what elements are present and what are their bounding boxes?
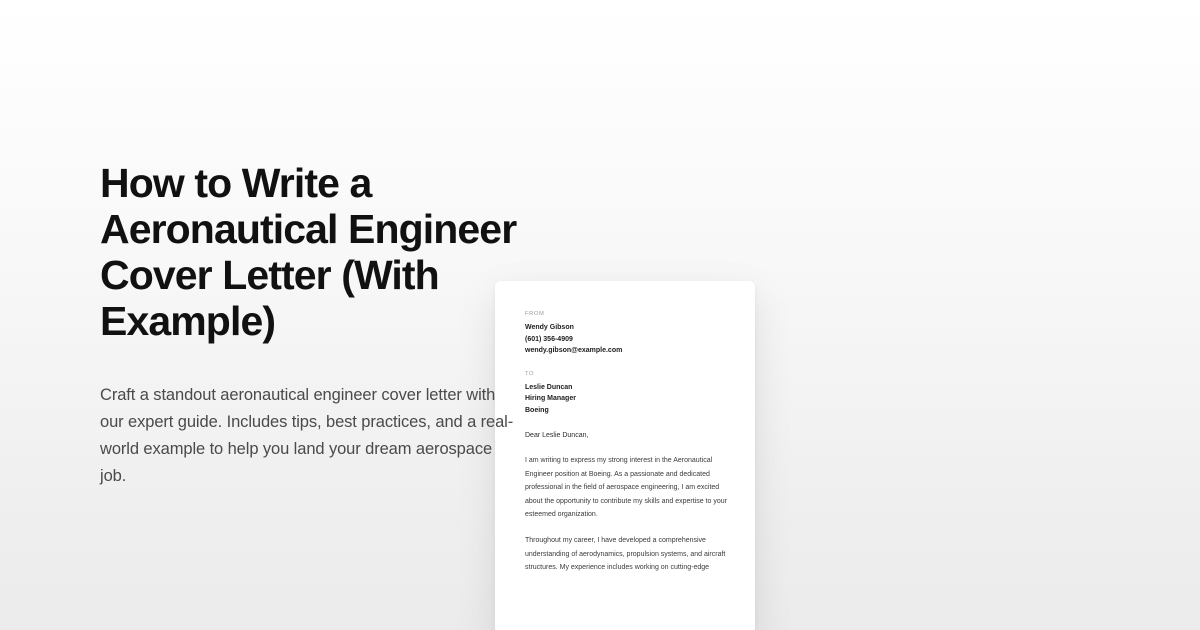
to-title: Hiring Manager [525,395,576,402]
letter-paragraph: I am writing to express my strong interest in the Aeronautical Engineer position at Boeing. As a passionate and dedicated professional in the field of aerospace engineering, I am excited about the opportunity to contribute my skills and expertise to your esteemed organization. [525,457,727,519]
letter-salutation: Dear Leslie Duncan, [525,432,589,439]
to-name: Leslie Duncan [525,383,573,391]
article-header [100,160,580,490]
letter-paragraph: Throughout my career, I have developed a comprehensive understanding of aerodynamics, propulsion systems, and aircraft structures. My experience includes working on cutting-edge [525,536,726,572]
to-label: TO [525,370,535,377]
from-name: Wendy Gibson [525,324,574,331]
to-company: Boeing [525,406,549,414]
from-phone: (601) 356-4909 [525,335,573,343]
page-title: How to Write a Aeronautical Engineer Cover Letter (With Example) [100,160,517,344]
page-subtitle: Craft a standout aeronautical engineer cover letter with our expert guide. Includes tips, best practices, and a real-world example to help you land your dream aerospace job. [100,386,514,485]
from-email: wendy.gibson@example.com [525,347,623,354]
from-label: FROM [525,311,545,317]
